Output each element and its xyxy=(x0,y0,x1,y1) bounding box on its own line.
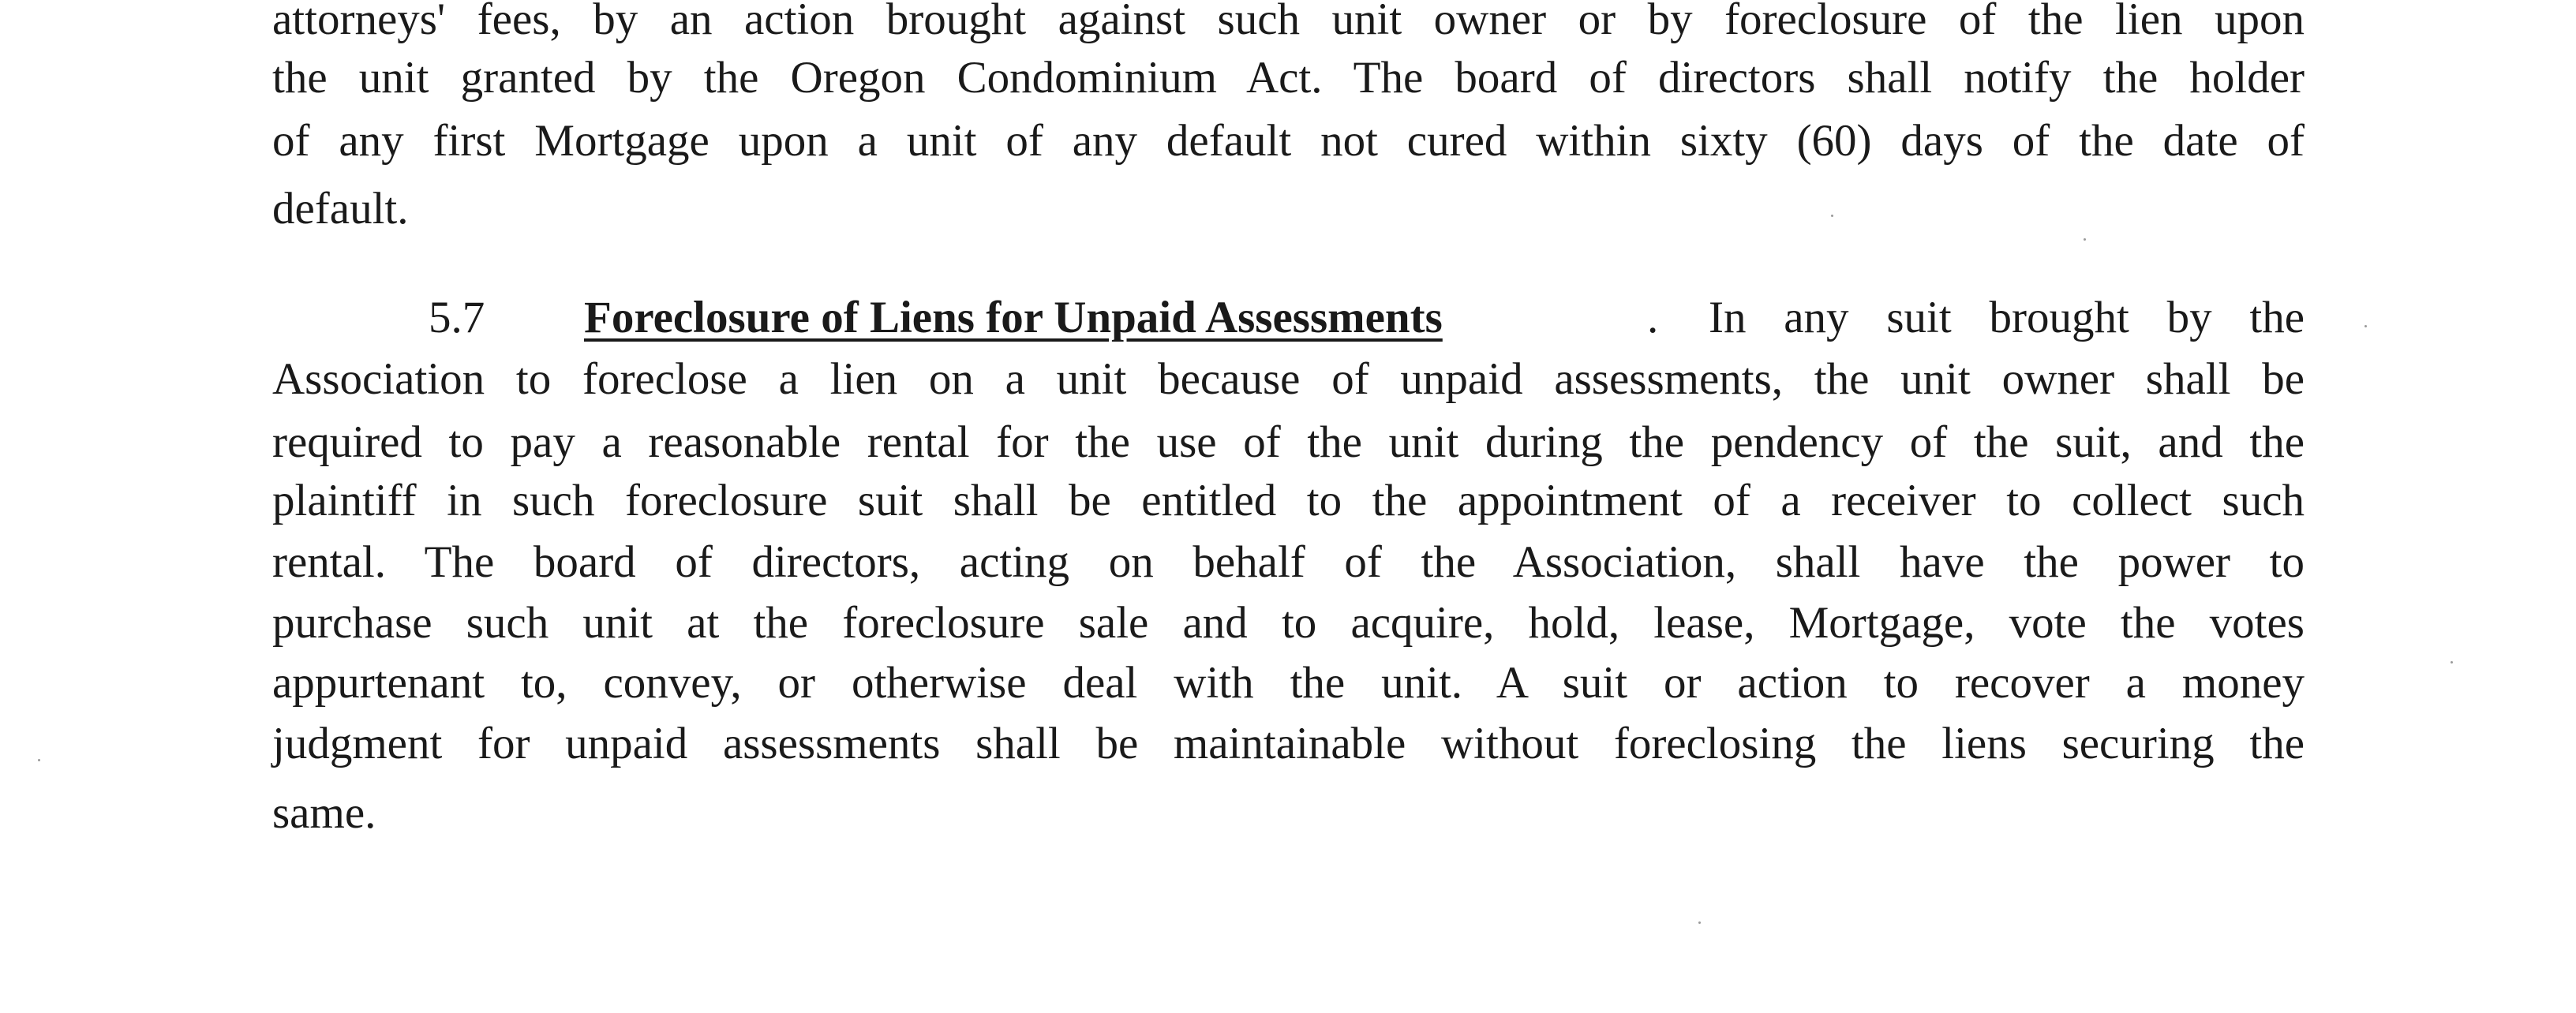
scan-speck xyxy=(2364,325,2367,327)
text-line: required to pay a reasonable rental for the use of the unit during the pendency of the suit, and the xyxy=(272,417,2305,467)
text-line: same. xyxy=(272,788,376,838)
text-line: judgment for unpaid assessments shall be maintainable without foreclosing the liens securing the xyxy=(272,719,2305,768)
text-line: appurtenant to, convey, or otherwise deal with the unit. A suit or action to recover a money xyxy=(272,658,2305,708)
scan-speck xyxy=(1831,215,1833,217)
text-line: attorneys' fees, by an action brought against such unit owner or by foreclosure of the lien upon xyxy=(272,0,2305,44)
text-line: Association to foreclose a lien on a unit because of unpaid assessments, the unit owner shall be xyxy=(272,354,2305,404)
text-line: default. xyxy=(272,184,409,234)
text-line: the unit granted by the Oregon Condominium Act. The board of directors shall notify the holder xyxy=(272,53,2305,103)
scan-speck xyxy=(38,759,40,761)
section-title-period: . xyxy=(1647,293,1659,342)
text-line: purchase such unit at the foreclosure sale and to acquire, hold, lease, Mortgage, vote the votes xyxy=(272,598,2305,648)
text-line: rental. The board of directors, acting on behalf of the Association, shall have the power to xyxy=(272,537,2305,587)
scan-speck xyxy=(2451,661,2453,663)
section-first-line-text: In any suit brought by the xyxy=(1709,293,2305,342)
scan-speck xyxy=(2084,238,2086,241)
section-title: Foreclosure of Liens for Unpaid Assessments xyxy=(584,293,1443,342)
text-line: of any first Mortgage upon a unit of any default not cured within sixty (60) days of the date of xyxy=(272,116,2305,166)
text-line: plaintiff in such foreclosure suit shall be entitled to the appointment of a receiver to collect such xyxy=(272,476,2305,525)
scan-speck xyxy=(1698,921,1701,924)
section-number: 5.7 xyxy=(429,293,485,342)
